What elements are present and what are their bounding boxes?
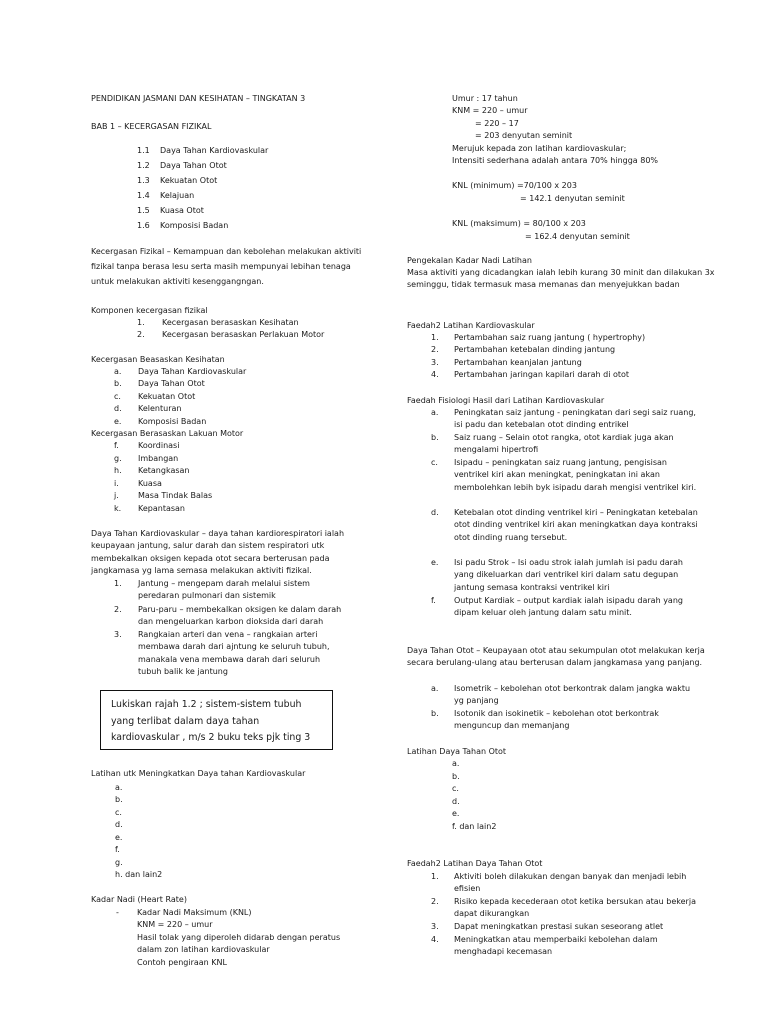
list-text: Kecergasan berasaskan Perlakuan Motor [162,330,325,339]
pengekalan-text: Masa aktiviti yang dicadangkan ialah lebih kurang 30 minit dan dilakukan 3x seminggu, tidak termasuk masa memanas dan menyejukkan badan [407,268,715,290]
list-text: Pertambahan saiz ruang jantung ( hypertrophy) [454,333,646,342]
toc-num: 1.6 [137,221,150,230]
toc-num: 1.2 [137,161,150,170]
list-text: Daya Tahan Kardiovaskular [138,367,247,376]
list-text: Kepantasan [138,504,185,513]
toc-num: 1.4 [137,191,150,200]
toc-num: 1.3 [137,176,150,185]
kesihatan-heading: Kecergasan Beasaskan Kesihatan [91,355,225,364]
toc-num: 1.1 [137,146,150,155]
list-marker: a. [431,408,439,417]
calc-line: = 220 – 17 [475,119,519,128]
list-marker: 1. [431,333,439,342]
list-marker: 4. [431,370,439,379]
list-marker: 1. [137,318,145,327]
list-text: Aktiviti boleh dilakukan dengan banyak dan menjadi lebih efisien [454,872,687,894]
list-text: Masa Tindak Balas [138,491,213,500]
calc-line: = 203 denyutan seminit [475,131,573,140]
komponen-heading: Komponen kecergasan fizikal [91,306,208,315]
chapter-heading: BAB 1 – KECERGASAN FIZIKAL [91,122,212,131]
list-marker: f. [114,441,119,450]
list-text: Saiz ruang – Selain otot rangka, otot kardiak juga akan mengalami hipertrofi [454,433,674,455]
motor-heading: Kecergasan Berasaskan Lakuan Motor [91,429,244,438]
list-marker: d. [114,404,122,413]
list-text: Risiko kepada kecederaan otot ketika bersukan atau bekerja dapat dikurangkan [454,897,696,919]
list-marker: 2. [431,897,439,906]
list-text: Ketangkasan [138,466,190,475]
faedah-heading: Faedah2 Latihan Kardiovaskular [407,321,535,330]
fisiologi-heading: Faedah Fisiologi Hasil dari Latihan Kardiovaskular [407,396,605,405]
list-text: Isotonik dan isokinetik – kebolehan otot berkontrak menguncup dan memanjang [454,709,659,731]
document-title: PENDIDIKAN JASMANI DAN KESIHATAN – TINGKATAN 3 [91,94,306,103]
list-marker: i. [114,479,119,488]
list-marker: 2. [114,605,122,614]
list-marker: a. [431,684,439,693]
toc-label: Kekuatan Otot [160,176,218,185]
list-marker: b. [431,709,439,718]
list-text: Pertambahan jaringan kapilari darah di otot [454,370,630,379]
list-text: Ketebalan otot dinding ventrikel kiri – Peningkatan ketebalan otot dinding ventrikel kiri akan meningkatkan daya kontraksi otot dinding ruang tersebut. [454,508,698,542]
list-marker: b. [431,433,439,442]
dto-paragraph: Daya Tahan Otot – Keupayaan otot atau sekumpulan otot melakukan kerja secara berulang-ulang atau berterusan dalam jangkamasa yang panjang. [407,646,705,668]
dash-marker: - [116,908,119,917]
list-text: Imbangan [138,454,179,463]
list-text: Kelenturan [138,404,182,413]
list-text: Pertambahan ketebalan dinding jantung [454,345,616,354]
list-marker: 3. [431,358,439,367]
list-text: Koordinasi [138,441,180,450]
list-text: Paru-paru – membekalkan oksigen ke dalam darah dan mengeluarkan karbon dioksida dari darah [138,605,342,627]
dtk-paragraph: Daya Tahan Kardiovaskular – daya tahan kardiorespiratori ialah keupayaan jantung, salur darah dan sistem respiratori utk membekalkan oksigen kepada otot secara berterusan pada jangkamasa yg lama semasa melakukan aktiviti fizikal. [91,529,345,576]
drawing-task-box: Lukiskan rajah 1.2 ; sistem-sistem tubuh yang terlibat dalam daya tahan kardiovaskular , m/s 2 buku teks pjk ting 3 [100,690,333,750]
toc-label: Kuasa Otot [160,206,204,215]
list-marker: 1. [114,579,122,588]
list-text: Isi padu Strok – Isi oadu strok ialah jumlah isi padu darah yang dikeluarkan dari ventrikel kiri dalam satu degupan jantung semasa kontraksi ventrikel kiri [454,558,683,592]
calc-line: = 142.1 denyutan seminit [520,194,625,203]
calc-line: = 162.4 denyutan seminit [525,232,630,241]
list-marker: f. [115,845,120,854]
list-text: Kekuatan Otot [138,392,196,401]
list-marker: f. [431,596,436,605]
latihan-heading: Latihan utk Meningkatkan Daya tahan Kardiovaskular [91,769,306,778]
list-text: Jantung – mengepam darah melalui sistem peredaran pulmonari dan sistemik [138,579,310,601]
fdto-heading: Faedah2 Latihan Daya Tahan Otot [407,859,543,868]
list-marker: e. [115,833,123,842]
calc-line: KNL (maksimum) = 80/100 x 203 [452,219,586,228]
list-text: Isipadu – peningkatan saiz ruang jantung, pengisisan ventrikel kiri akan meningkat, peningkatan ini akan membolehkan lebih byk isipadu darah mengisi ventrikel kiri. [454,458,697,492]
list-marker: 3. [114,630,122,639]
calc-line: KNM = 220 – umur [452,106,528,115]
kn-line: Contoh pengiraan KNL [137,958,227,967]
list-marker: g. [115,858,123,867]
list-marker: k. [114,504,122,513]
list-marker: h. [114,466,122,475]
ldto-heading: Latihan Daya Tahan Otot [407,747,507,756]
definition-paragraph: Kecergasan Fizikal – Kemampuan dan kebolehan melakukan aktiviti fizikal tanpa berasa lesu serta masih mempunyai lebihan tenaga untuk melakukan aktiviti kesenggangngan. [91,247,362,286]
list-marker: e. [452,809,460,818]
list-marker: 1. [431,872,439,881]
list-marker: f. dan lain2 [452,822,497,831]
list-marker: 3. [431,922,439,931]
kn-line: KNM = 220 – umur [137,920,213,929]
list-marker: d. [115,820,123,829]
toc-label: Daya Tahan Kardiovaskular [160,146,269,155]
kn-line: Kadar Nadi Maksimum (KNL) [137,908,252,917]
list-text: Isometrik – kebolehan otot berkontrak dalam jangka waktu yg panjang [454,684,691,706]
toc-label: Daya Tahan Otot [160,161,227,170]
list-text: Rangkaian arteri dan vena – rangkaian arteri membawa darah dari ajntung ke seluruh tubuh, manakala vena membawa darah dari seluruh tubuh balik ke jantung [138,630,330,677]
list-text: Meningkatkan atau memperbaiki kebolehan dalam menghadapi kecemasan [454,935,658,957]
kn-line: Hasil tolak yang diperoleh didarab dengan peratus dalam zon latihan kardiovaskular [137,933,341,955]
list-marker: g. [114,454,122,463]
list-marker: 4. [431,935,439,944]
list-marker: a. [115,783,123,792]
list-marker: c. [115,808,122,817]
list-text: Pertambahan keanjalan jantung [454,358,582,367]
list-marker: d. [431,508,439,517]
list-marker: a. [114,367,122,376]
list-marker: e. [114,417,122,426]
toc-label: Komposisi Badan [160,221,229,230]
pengekalan-heading: Pengekalan Kadar Nadi Latihan [407,256,532,265]
list-marker: a. [452,759,460,768]
toc-label: Kelajuan [160,191,195,200]
list-marker: c. [452,784,459,793]
calc-line: Merujuk kepada zon latihan kardiovaskular; [452,144,627,153]
list-text: Output Kardiak – output kardiak ialah isipadu darah yang dipam keluar oleh jantung dalam satu minit. [454,596,683,618]
list-text: Kecergasan berasaskan Kesihatan [162,318,299,327]
list-text: Dapat meningkatkan prestasi sukan seseorang atlet [454,922,664,931]
list-text: Peningkatan saiz jantung - peningkatan dari segi saiz ruang, isi padu dan ketebalan otot dinding entrikel [454,408,696,430]
calc-line: Umur : 17 tahun [452,94,518,103]
calc-line: Intensiti sederhana adalah antara 70% hingga 80% [452,156,659,165]
list-marker: j. [114,491,119,500]
list-marker: d. [452,797,460,806]
list-text: Komposisi Badan [138,417,207,426]
list-text: Kuasa [138,479,162,488]
list-marker: 2. [137,330,145,339]
list-marker: c. [431,458,438,467]
list-marker: b. [114,379,122,388]
list-marker: b. [452,772,460,781]
list-marker: b. [115,795,123,804]
calc-line: KNL (minimum) =70/100 x 203 [452,181,577,190]
list-marker: e. [431,558,439,567]
list-marker: c. [114,392,121,401]
kadar-nadi-heading: Kadar Nadi (Heart Rate) [91,895,187,904]
list-text: Daya Tahan Otot [138,379,205,388]
toc-num: 1.5 [137,206,150,215]
list-marker: h. dan lain2 [115,870,163,879]
list-marker: 2. [431,345,439,354]
